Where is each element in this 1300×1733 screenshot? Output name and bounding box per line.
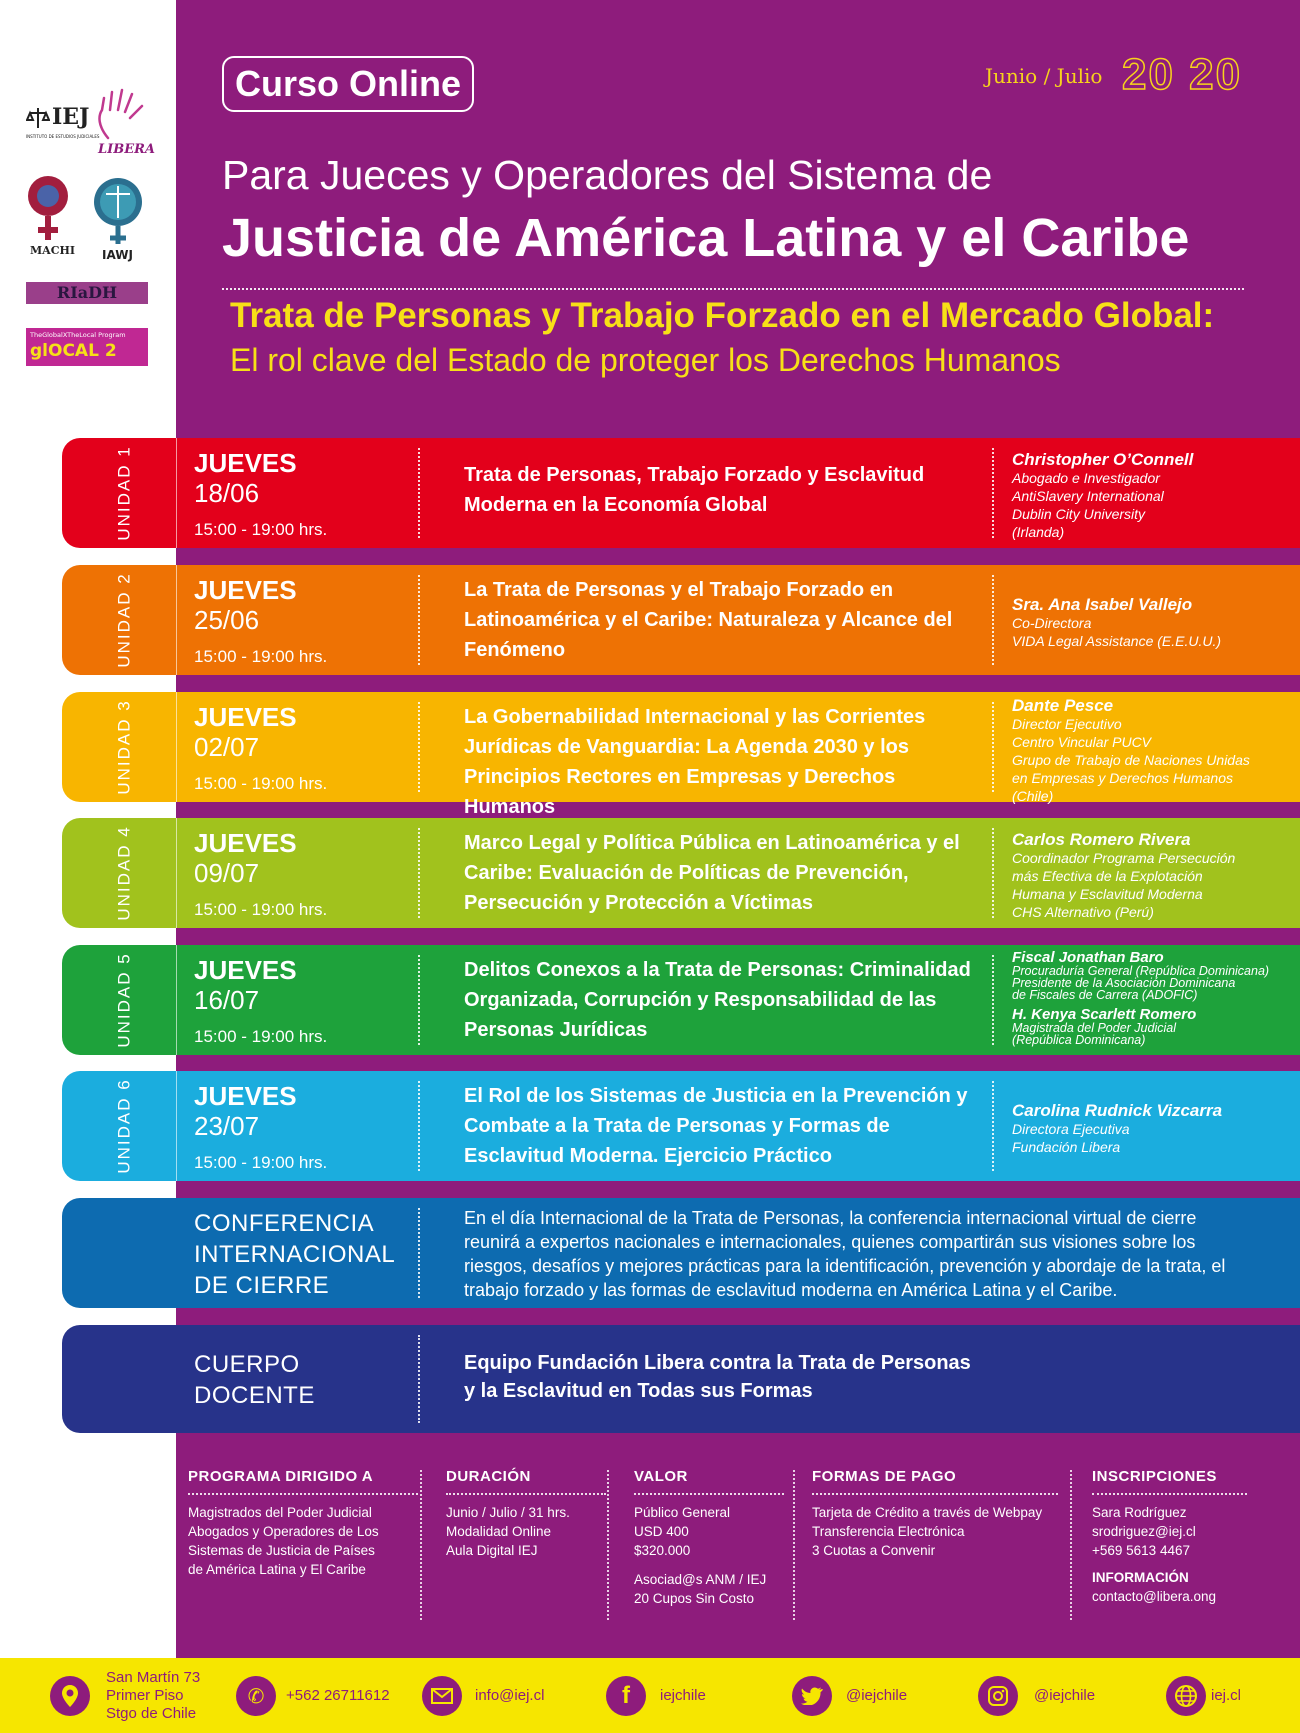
dotted-separator <box>418 575 420 665</box>
unit-row <box>62 438 1300 548</box>
info-line: Transferencia Electrónica <box>812 1524 965 1539</box>
info-line: Asociad@s ANM / IEJ <box>634 1572 767 1587</box>
divider <box>222 288 1244 290</box>
unit-date: 18/06 <box>194 478 260 508</box>
iej-logo-subtext: INSTITUTO DE ESTUDIOS JUDICIALES <box>26 134 100 139</box>
unit-label-text: UNIDAD 2 <box>115 572 135 668</box>
info-line: contacto@libera.ong <box>1092 1589 1217 1604</box>
scales-icon <box>26 106 50 130</box>
speaker-name: Carolina Rudnick Vizcarra <box>1012 1101 1223 1120</box>
speaker-detail: Coordinador Programa Persecución <box>1012 850 1236 866</box>
info-column <box>1092 1468 1247 1606</box>
unit-label <box>110 438 140 548</box>
info-title: PROGRAMA DIRIGIDO A <box>188 1468 418 1495</box>
info-line: +569 5613 4467 <box>1092 1543 1190 1558</box>
unit-speaker <box>1012 595 1292 650</box>
unit-divider <box>176 1071 177 1181</box>
faculty-label-line: CUERPO <box>194 1351 300 1378</box>
dotted-separator <box>992 955 994 1045</box>
email-icon <box>422 1676 462 1716</box>
info-text <box>634 1570 784 1608</box>
speaker-detail: Centro Vincular PUCV <box>1012 734 1152 750</box>
libera-logo-text: LIBERA <box>98 142 156 157</box>
unit-time: 15:00 - 19:00 hrs. <box>194 774 328 793</box>
info-column <box>812 1468 1058 1560</box>
unit-topic: La Trata de Personas y el Trabajo Forzado en Latinoamérica y el Caribe: Naturaleza y Alcance del Fenómeno <box>464 579 953 661</box>
speaker-detail: Fundación Libera <box>1012 1139 1121 1155</box>
unit-speaker <box>1012 830 1292 921</box>
conference-label <box>194 1208 395 1301</box>
speaker-detail: (República Dominicana) <box>1012 1033 1146 1047</box>
speaker-detail: Humana y Esclavitud Moderna <box>1012 886 1203 902</box>
dotted-separator <box>418 1081 420 1171</box>
speaker-detail: VIDA Legal Assistance (E.E.U.U.) <box>1012 633 1222 649</box>
course-year: 20 20 <box>1122 50 1243 99</box>
riadh-logo-text: RIaDH <box>56 283 118 302</box>
info-line: Abogados y Operadores de Los <box>188 1524 379 1539</box>
speaker-detail: AntiSlavery International <box>1012 488 1164 504</box>
speaker-detail: CHS Alternativo (Perú) <box>1012 904 1154 920</box>
unit-day: JUEVES <box>194 955 297 985</box>
dotted-separator <box>418 448 420 538</box>
address-line: Stgo de Chile <box>106 1705 197 1722</box>
unit-row <box>62 945 1300 1055</box>
speaker-detail: (Chile) <box>1012 788 1054 804</box>
faculty-text-line: y la Esclavitud en Todas sus Formas <box>464 1380 813 1402</box>
speaker-detail: Magistrada del Poder Judicial <box>1012 1021 1176 1035</box>
iawj-logo-text: IAWJ <box>102 248 133 262</box>
info-separator <box>420 1470 422 1620</box>
scales-globe-icon <box>90 176 146 248</box>
dotted-separator <box>992 702 994 792</box>
info-line: 20 Cupos Sin Costo <box>634 1591 755 1606</box>
unit-label <box>110 818 140 928</box>
info-text <box>634 1503 784 1560</box>
info-line: srodriguez@iej.cl <box>1092 1524 1196 1539</box>
page-title: Justicia de América Latina y el Caribe <box>222 208 1190 268</box>
unit-topic: La Gobernabilidad Internacional y las Corrientes Jurídicas de Vanguardia: La Agenda 2030 y los Principios Rectores en Empresas y Derechos Humanos <box>464 706 926 818</box>
female-symbol-icon <box>24 174 72 244</box>
info-subtitle: INFORMACIÓN <box>1092 1570 1189 1585</box>
unit-day: JUEVES <box>194 828 297 858</box>
machi-logo <box>24 174 76 264</box>
address-line: Primer Piso <box>106 1687 184 1704</box>
info-separator <box>607 1470 609 1620</box>
unit-topic: Marco Legal y Política Pública en Latinoamérica y el Caribe: Evaluación de Políticas de Prevención, Persecución y Protección a Víctimas <box>464 832 960 914</box>
info-line: Sistemas de Justicia de Países <box>188 1543 375 1558</box>
unit-day: JUEVES <box>194 1081 297 1111</box>
unit-date: 23/07 <box>194 1111 260 1141</box>
unit-label-text: UNIDAD 3 <box>115 699 135 795</box>
speaker-detail: Grupo de Trabajo de Naciones Unidas <box>1012 752 1250 768</box>
speaker-detail: Procuraduría General (República Dominicana) <box>1012 964 1270 978</box>
address <box>106 1669 200 1723</box>
info-column <box>634 1468 784 1608</box>
dotted-separator <box>992 828 994 918</box>
iawj-logo <box>90 176 148 266</box>
unit-time: 15:00 - 19:00 hrs. <box>194 520 328 539</box>
unit-topic: Delitos Conexos a la Trata de Personas: Criminalidad Organizada, Corrupción y Responsabilidad de las Personas Jurídicas <box>464 959 971 1041</box>
unit-day: JUEVES <box>194 575 297 605</box>
unit-label <box>110 1071 140 1181</box>
glocal-logo-top: TheGlobalXTheLocal Program <box>30 331 126 339</box>
unit-day: JUEVES <box>194 448 297 478</box>
info-title: DURACIÓN <box>446 1468 606 1495</box>
unit-speaker <box>1012 1101 1292 1156</box>
glocal-logo-text: glOCAL 2 <box>30 341 117 361</box>
instagram-link[interactable]: @iejchile <box>1034 1687 1096 1704</box>
dotted-separator <box>418 955 420 1045</box>
unit-label <box>110 692 140 802</box>
twitter-icon <box>792 1676 832 1716</box>
speaker-name: Dante Pesce <box>1012 696 1114 715</box>
speaker-name: H. Kenya Scarlett Romero <box>1012 1006 1197 1023</box>
iej-logo-text: IEJ <box>52 104 90 130</box>
iej-logo <box>26 104 100 144</box>
unit-time: 15:00 - 19:00 hrs. <box>194 900 328 919</box>
dotted-separator <box>992 1081 994 1171</box>
riadh-logo <box>26 282 148 304</box>
unit-row <box>62 565 1300 675</box>
info-line: USD 400 <box>634 1524 689 1539</box>
unit-date: 02/07 <box>194 732 260 762</box>
speaker-detail: Directora Ejecutiva <box>1012 1121 1130 1137</box>
unit-speaker <box>1012 450 1292 541</box>
info-text <box>812 1503 1058 1560</box>
info-line: Modalidad Online <box>446 1524 552 1539</box>
speaker-name: Christopher O’Connell <box>1012 450 1194 469</box>
faculty-label <box>194 1349 315 1411</box>
speaker-detail: (Irlanda) <box>1012 524 1065 540</box>
info-column <box>188 1468 418 1579</box>
info-column <box>446 1468 606 1560</box>
libera-logo <box>94 88 156 164</box>
unit-date: 25/06 <box>194 605 260 635</box>
info-line: $320.000 <box>634 1543 691 1558</box>
unit-label-text: UNIDAD 5 <box>115 952 135 1048</box>
conference-row <box>62 1198 1300 1308</box>
speaker-detail: de Fiscales de Carrera (ADOFIC) <box>1012 988 1198 1002</box>
unit-label-text: UNIDAD 4 <box>115 825 135 921</box>
info-line: Público General <box>634 1505 731 1520</box>
conference-text: En el día Internacional de la Trata de Personas, la conferencia internacional virtual de cierre reunirá a expertos nacionales e internacionales, quienes compartirán sus visiones sobre los riesgos, desafíos y mejores prácticas para la identificación, prevención y abordaje de la trata, el trabajo forzado y las formas de esclavitud moderna en América Latina y el Caribe. <box>464 1208 1226 1300</box>
unit-topic: Trata de Personas, Trabajo Forzado y Esclavitud Moderna en la Economía Global <box>464 464 925 516</box>
faculty-row <box>62 1325 1300 1433</box>
speaker-name: Fiscal Jonathan Baro <box>1012 949 1164 966</box>
hand-icon <box>94 88 144 140</box>
unit-time: 15:00 - 19:00 hrs. <box>194 1027 328 1046</box>
unit-label-text: UNIDAD 1 <box>115 445 135 541</box>
info-text <box>188 1503 418 1579</box>
info-line: Aula Digital IEJ <box>446 1543 538 1558</box>
info-title: VALOR <box>634 1468 784 1495</box>
instagram-icon <box>978 1676 1018 1716</box>
conference-label-line: DE CIERRE <box>194 1272 330 1299</box>
info-separator <box>1070 1470 1072 1620</box>
unit-divider <box>176 565 177 675</box>
course-heading: Trata de Personas y Trabajo Forzado en el Mercado Global: <box>230 296 1215 335</box>
unit-date: 09/07 <box>194 858 260 888</box>
conference-label-line: CONFERENCIA <box>194 1210 375 1237</box>
info-line: 3 Cuotas a Convenir <box>812 1543 936 1558</box>
glocal-logo <box>26 328 148 366</box>
speaker-detail: en Empresas y Derechos Humanos <box>1012 770 1233 786</box>
course-subheading: El rol clave del Estado de proteger los Derechos Humanos <box>230 342 1061 378</box>
globe-icon <box>1166 1676 1206 1716</box>
unit-row <box>62 692 1300 818</box>
dotted-separator <box>418 828 420 918</box>
unit-row <box>62 1071 1300 1181</box>
info-title: INSCRIPCIONES <box>1092 1468 1247 1495</box>
info-line: Junio / Julio / 31 hrs. <box>446 1505 570 1520</box>
info-title: FORMAS DE PAGO <box>812 1468 1058 1495</box>
unit-speaker <box>1012 950 1292 1046</box>
contact-bar <box>0 1658 1300 1733</box>
info-text <box>1092 1503 1247 1560</box>
phone-number[interactable]: +562 26711612 <box>286 1687 390 1704</box>
course-badge: Curso Online <box>222 56 474 112</box>
facebook-link[interactable]: iejchile <box>660 1687 706 1704</box>
phone-icon: ✆ <box>236 1676 276 1716</box>
dotted-separator <box>418 1335 420 1423</box>
unit-label-text: UNIDAD 6 <box>115 1078 135 1174</box>
unit-speaker <box>1012 696 1292 805</box>
twitter-link[interactable]: @iejchile <box>846 1687 908 1704</box>
info-line: Sara Rodríguez <box>1092 1505 1187 1520</box>
speaker-detail: Co-Directora <box>1012 615 1092 631</box>
unit-topic: El Rol de los Sistemas de Justicia en la Prevención y Combate a la Trata de Personas y Formas de Esclavitud Moderna. Ejercicio Práctico <box>464 1085 968 1167</box>
machi-logo-text: MACHI <box>30 244 76 257</box>
info-text <box>446 1503 606 1560</box>
page-subtitle: Para Jueces y Operadores del Sistema de <box>222 152 993 198</box>
faculty-text-line: Equipo Fundación Libera contra la Trata de Personas <box>464 1352 971 1374</box>
location-icon <box>50 1676 90 1716</box>
speaker-detail: Abogado e Investigador <box>1012 470 1160 486</box>
speaker-detail: Dublin City University <box>1012 506 1146 522</box>
dotted-separator <box>418 1208 420 1298</box>
dotted-separator <box>418 702 420 792</box>
info-line: de América Latina y El Caribe <box>188 1562 366 1577</box>
info-text <box>1092 1587 1247 1606</box>
faculty-text <box>464 1349 1064 1405</box>
faculty-label-line: DOCENTE <box>194 1382 315 1409</box>
speaker-detail: Director Ejecutivo <box>1012 716 1122 732</box>
address-line: San Martín 73 <box>106 1669 201 1686</box>
conference-label-line: INTERNACIONAL <box>194 1241 396 1268</box>
facebook-icon: f <box>606 1676 646 1716</box>
speaker-detail: Presidente de la Asociación Dominicana <box>1012 976 1236 990</box>
dotted-separator <box>992 448 994 538</box>
unit-divider <box>176 945 177 1055</box>
course-months: Junio / Julio <box>985 64 1103 88</box>
unit-divider <box>176 438 177 548</box>
info-line: Tarjeta de Crédito a través de Webpay <box>812 1505 1043 1520</box>
unit-label <box>110 945 140 1055</box>
info-separator <box>793 1470 795 1620</box>
unit-label <box>110 565 140 675</box>
unit-divider <box>176 818 177 928</box>
unit-date: 16/07 <box>194 985 260 1015</box>
unit-divider <box>176 692 177 802</box>
unit-time: 15:00 - 19:00 hrs. <box>194 647 328 666</box>
speaker-detail: más Efectiva de la Explotación <box>1012 868 1203 884</box>
speaker-name: Sra. Ana Isabel Vallejo <box>1012 595 1193 614</box>
unit-time: 15:00 - 19:00 hrs. <box>194 1153 328 1172</box>
speaker-name: Carlos Romero Rivera <box>1012 830 1191 849</box>
unit-row <box>62 818 1300 928</box>
website-link[interactable]: iej.cl <box>1211 1687 1242 1704</box>
info-line: Magistrados del Poder Judicial <box>188 1505 372 1520</box>
dotted-separator <box>992 575 994 665</box>
email-link[interactable]: info@iej.cl <box>475 1687 545 1704</box>
unit-day: JUEVES <box>194 702 297 732</box>
